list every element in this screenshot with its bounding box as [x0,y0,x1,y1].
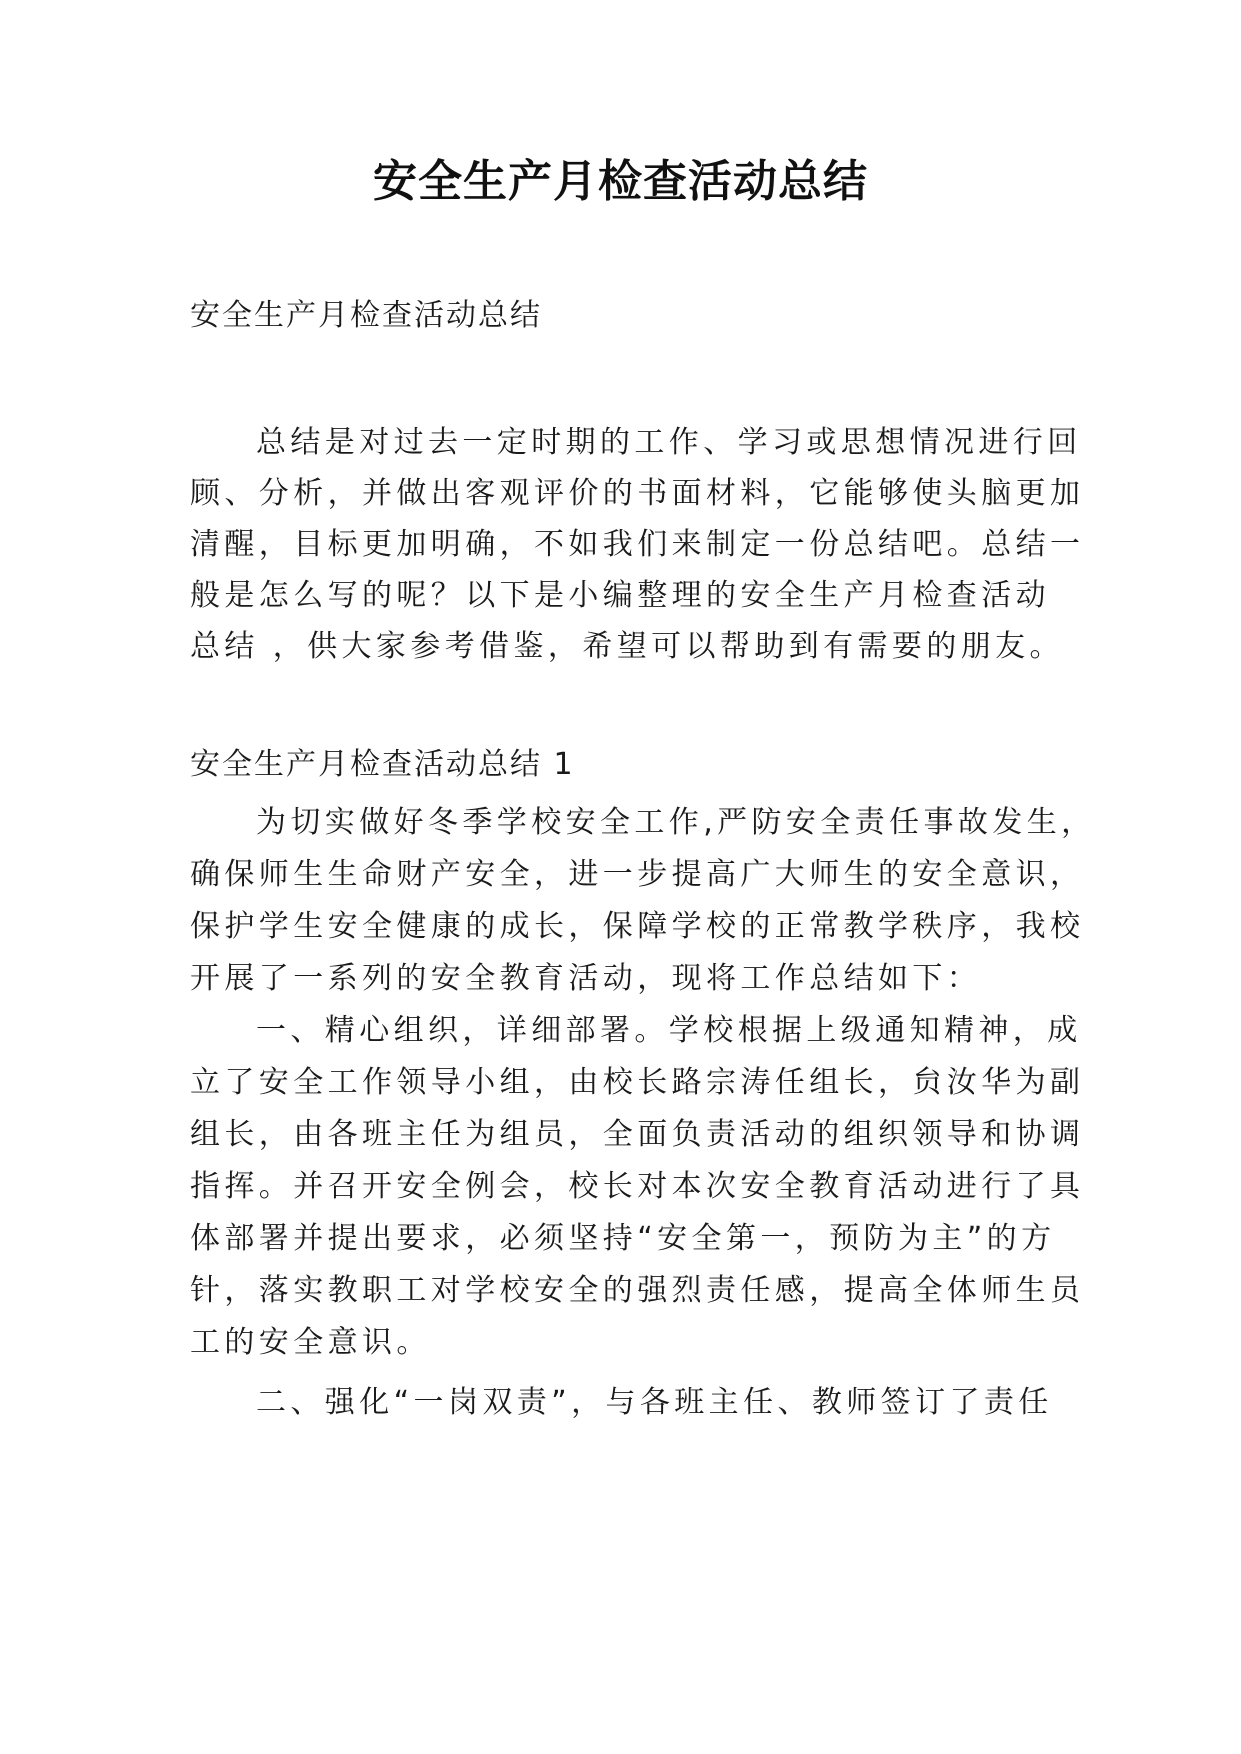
body-line: 二、强化“一岗双责”，与各班主任、教师签订了责任 [256,1385,1053,1420]
section-heading: 安全生产月检查活动总结 1 [190,747,575,782]
body-line: 一、精心组织，详细部署。学校根据上级通知精神，成 [256,1013,1082,1048]
document-title: 安全生产月检查活动总结 [373,156,868,207]
intro-line: 清醒，目标更加明确，不如我们来制定一份总结吧。总结一 [190,527,1085,562]
body-line: 工的安全意识。 [190,1325,431,1360]
body-line: 组长，由各班主任为组员，全面负责活动的组织领导和协调 [190,1117,1085,1152]
intro-line: 顾、分析，并做出客观评价的书面材料，它能够使头脑更加 [190,476,1085,511]
body-line: 开展了一系列的安全教育活动，现将工作总结如下： [190,961,982,996]
intro-line: 般是怎么写的呢？以下是小编整理的安全生产月检查活动 [190,578,1050,613]
body-line: 为切实做好冬季学校安全工作,严防安全责任事故发生， [256,805,1096,840]
body-line: 确保师生生命财产安全，进一步提高广大师生的安全意识， [190,857,1085,892]
body-line: 立了安全工作领导小组，由校长路宗涛任组长，贠汝华为副 [190,1065,1085,1100]
body-line: 针，落实教职工对学校安全的强烈责任感，提高全体师生员 [190,1273,1085,1308]
intro-line: 总结是对过去一定时期的工作、学习或思想情况进行回 [256,425,1082,460]
body-line: 体部署并提出要求，必须坚持“安全第一，预防为主”的方 [190,1221,1056,1256]
intro-line: 总结 ，供大家参考借鉴，希望可以帮助到有需要的朋友。 [190,629,1064,664]
body-line: 保护学生安全健康的成长，保障学校的正常教学秩序，我校 [190,909,1085,944]
body-line: 指挥。并召开安全例会，校长对本次安全教育活动进行了具 [190,1169,1085,1204]
document-subtitle: 安全生产月检查活动总结 [190,298,542,333]
